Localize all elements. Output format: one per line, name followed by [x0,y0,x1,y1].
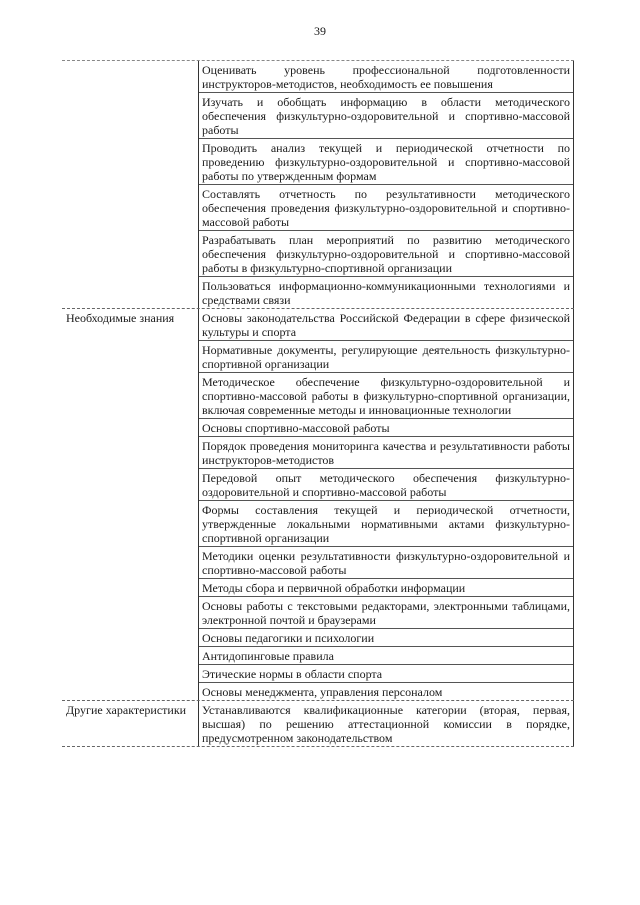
knowledge-row [62,308,574,700]
list-item: Методы сбора и первичной обработки информации [199,579,573,597]
list-item: Основы спортивно-массовой работы [199,419,573,437]
list-item: Основы работы с текстовыми редакторами, электронными таблицами, электронной почтой и браузерами [199,597,573,629]
list-item: Методическое обеспечение физкультурно-оздоровительной и спортивно-массовой работы в физкультурно-спортивной организации, включая современные методы и инновационные технологии [199,373,573,419]
list-item: Нормативные документы, регулирующие деятельность физкультурно-спортивной организации [199,341,573,373]
list-item: Составлять отчетность по результативности методического обеспечения проведения физкультурно-оздоровительной и спортивно-массовой работы [199,185,573,231]
skills-list [198,61,574,308]
list-item: Устанавливаются квалификационные категории (вторая, первая, высшая) по решению аттестационной комиссии в порядке, предусмотренном законодательством [202,703,570,745]
list-item: Этические нормы в области спорта [199,665,573,683]
list-item: Основы менеджмента, управления персоналом [202,685,443,699]
list-item: Передовой опыт методического обеспечения физкультурно-оздоровительной и спортивно-массовой работы [199,469,573,501]
list-item: Формы составления текущей и периодической отчетности, утвержденные локальными нормативными актами физкультурно-спортивной организации [199,501,573,547]
other-characteristics-row [62,700,574,746]
list-item: Порядок проведения мониторинга качества и результативности работы инструкторов-методистов [199,437,573,469]
list-item: Проводить анализ текущей и периодической отчетности по проведению физкультурно-оздоровительной и спортивно-массовой работы по утвержденным формам [199,139,573,185]
skills-row [62,61,574,308]
list-item: Изучать и обобщать информацию в области методического обеспечения физкультурно-оздоровительной и спортивно-массовой работы [199,93,573,139]
list-item: Основы законодательства Российской Федерации в сфере физической культуры и спорта [199,309,573,341]
list-item: Антидопинговые правила [199,647,573,665]
list-item: Пользоваться информационно-коммуникационными технологиями и средствами связи [202,279,570,307]
list-item: Методики оценки результативности физкультурно-оздоровительной и спортивно-массовой работы [199,547,573,579]
row-label: Необходимые знания [66,311,175,325]
other-characteristics-list [198,701,574,746]
page-number: 39 [314,24,326,38]
list-item: Оценивать уровень профессиональной подготовленности инструкторов-методистов, необходимость ее повышения [199,61,573,93]
row-label: Другие характеристики [66,703,187,717]
knowledge-list [198,309,574,700]
list-item: Основы педагогики и психологии [199,629,573,647]
list-item: Разрабатывать план мероприятий по развитию методического обеспечения физкультурно-оздоровительной и спортивно-массовой работы в физкультурно-спортивной организации [199,231,573,277]
row-label [62,61,198,308]
requirements-table [62,60,574,747]
